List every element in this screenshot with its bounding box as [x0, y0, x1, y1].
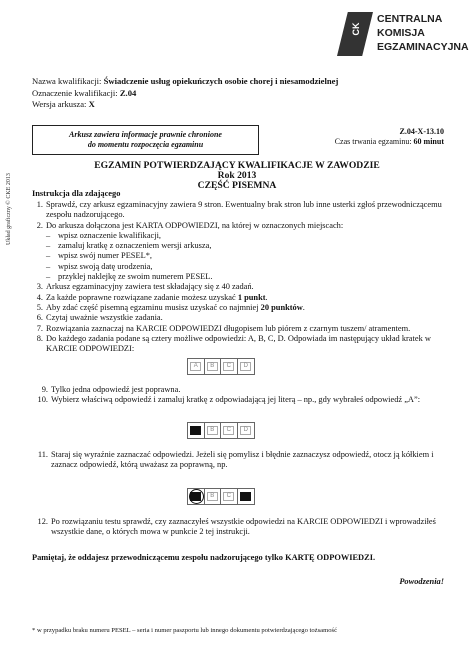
instructions-list-cont-3	[32, 517, 444, 538]
answer-cell-filled	[238, 489, 254, 504]
list-item: 1. Sprawdź, czy arkusz egzaminacyjny zawiera 9 stron. Ewentualny brak stron lub inne usterki zgłoś przewodniczącemu zespołu nadzorującego.	[36, 200, 442, 220]
qualification-code-label: Oznaczenie kwalifikacji:	[32, 87, 118, 98]
correction-circle	[189, 489, 204, 504]
qualification-name: Świadczenie usług opiekuńczych osobie chorej i niesamodzielnej	[103, 76, 339, 86]
list-item: 4. Za każde poprawne rozwiązane zadanie możesz uzyskać 1 punkt.	[36, 292, 268, 302]
logo-line-1: CENTRALNA	[377, 13, 443, 25]
answer-cell: D	[238, 423, 254, 438]
answer-cell: B	[205, 423, 222, 438]
answer-cell: D	[238, 359, 254, 374]
answer-cell: B	[205, 489, 222, 504]
sheet-version: X	[88, 99, 95, 109]
cke-logo-text	[377, 12, 469, 54]
exam-code: Z.04-X-13.10	[399, 127, 444, 136]
list-item: 3. Arkusz egzaminacyjny zawiera test składający się z 40 zadań.	[36, 282, 254, 292]
answer-cell: B	[205, 359, 222, 374]
protected-info-line-2: do momentu rozpoczęcia egzaminu	[87, 140, 204, 149]
answer-grid-example-a-marked	[187, 422, 255, 439]
list-item: 12. Po rozwiązaniu testu sprawdź, czy zaznaczyłeś wszystkie odpowiedzi na KARCIE ODPOWIEDZI i wprowadziłeś wszystkie dane, o których mowa w punkcie 2 tej instrukcji.	[37, 517, 436, 537]
answer-cell-circled	[188, 489, 205, 504]
list-item: 10. Wybierz właściwą odpowiedź i zamaluj kratkę z odpowiadającą jej literą – np., gdy wybrałeś odpowiedź „A”:	[37, 395, 421, 405]
logo-line-3: EGZAMINACYJNA	[377, 41, 469, 53]
cke-logo-letters: CK	[351, 22, 361, 36]
reminder: Pamiętaj, że oddajesz przewodniczącemu zespołu nadzorującego tylko KARTĘ ODPOWIEDZI.	[32, 553, 376, 562]
qualification-code: Z.04	[119, 87, 137, 98]
instructions-list-cont-2	[32, 450, 444, 471]
sub-item: – wpisz swój numer PESEL*,	[46, 251, 152, 261]
sub-item: – wpisz swoją datę urodzenia,	[46, 261, 153, 271]
cke-logo	[337, 10, 469, 60]
exam-title: EGZAMIN POTWIERDZAJĄCY KWALIFIKACJE W ZAWODZIE	[94, 160, 380, 171]
qualification-name-label: Nazwa kwalifikacji:	[32, 76, 102, 86]
sub-item: – zamaluj kratkę z oznaczeniem wersji arkusza,	[46, 241, 212, 251]
qualification-meta	[32, 76, 338, 111]
answer-cell-filled	[188, 423, 205, 438]
exam-part: CZĘŚĆ PISEMNA	[197, 180, 277, 191]
answer-cell: C	[221, 423, 238, 438]
duration-value: 60 minut	[413, 137, 444, 146]
list-item: 2. Do arkusza dołączona jest KARTA ODPOWIEDZI, na której w oznaczonych miejscach:	[36, 220, 344, 230]
list-item: 7. Rozwiązania zaznaczaj na KARCIE ODPOWIEDZI długopisem lub piórem z czarnym tuszem/ atramentem.	[36, 323, 411, 333]
list-item: 9. Tylko jedna odpowiedź jest poprawna.	[41, 385, 181, 394]
list-item: 6. Czytaj uważnie wszystkie zadania.	[36, 313, 163, 323]
exam-year: Rok 2013	[217, 170, 257, 181]
answer-cell: C	[221, 489, 238, 504]
list-item: 5. Aby zdać część pisemną egzaminu musisz uzyskać co najmniej 20 punktów.	[36, 302, 305, 312]
answer-cell: C	[221, 359, 238, 374]
footnote: * w przypadku braku numeru PESEL – seria i numer paszportu lub innego dokumentu potwierdzającego tożsamość	[32, 627, 338, 634]
list-item: 11. Staraj się wyraźnie zaznaczać odpowiedzi. Jeżeli się pomylisz i błędnie zaznaczysz odpowiedź, otocz ją kółkiem i zaznacz odpowiedź, którą uważasz za poprawną, np.	[37, 450, 434, 470]
duration-label: Czas trwania egzaminu:	[334, 137, 412, 146]
sheet-version-label: Wersja arkusza:	[32, 99, 87, 109]
answer-grid-example-corrected	[187, 488, 255, 505]
instructions-list-cont	[32, 385, 444, 406]
copyright-side-note: Układ graficzny © CKE 2013	[6, 173, 12, 245]
answer-cell: A	[188, 359, 205, 374]
list-item: 8. Do każdego zadania podane są cztery możliwe odpowiedzi: A, B, C, D. Odpowiada im następujący układ kratek w KARCIE ODPOWIEDZI:	[36, 333, 431, 354]
instructions-heading: Instrukcja dla zdającego	[32, 189, 121, 198]
logo-line-2: KOMISJA	[377, 27, 425, 39]
exam-codes	[335, 127, 444, 147]
sub-item: – przyklej naklejkę ze swoim numerem PESEL.	[46, 272, 213, 282]
instructions-list	[32, 200, 444, 354]
protected-info-line-1: Arkusz zawiera informacje prawnie chronione	[69, 130, 222, 139]
good-luck: Powodzenia!	[399, 577, 444, 586]
answer-grid-example-empty	[187, 358, 255, 375]
sub-item: – wpisz oznaczenie kwalifikacji,	[46, 230, 162, 240]
protected-info-box	[32, 125, 259, 155]
